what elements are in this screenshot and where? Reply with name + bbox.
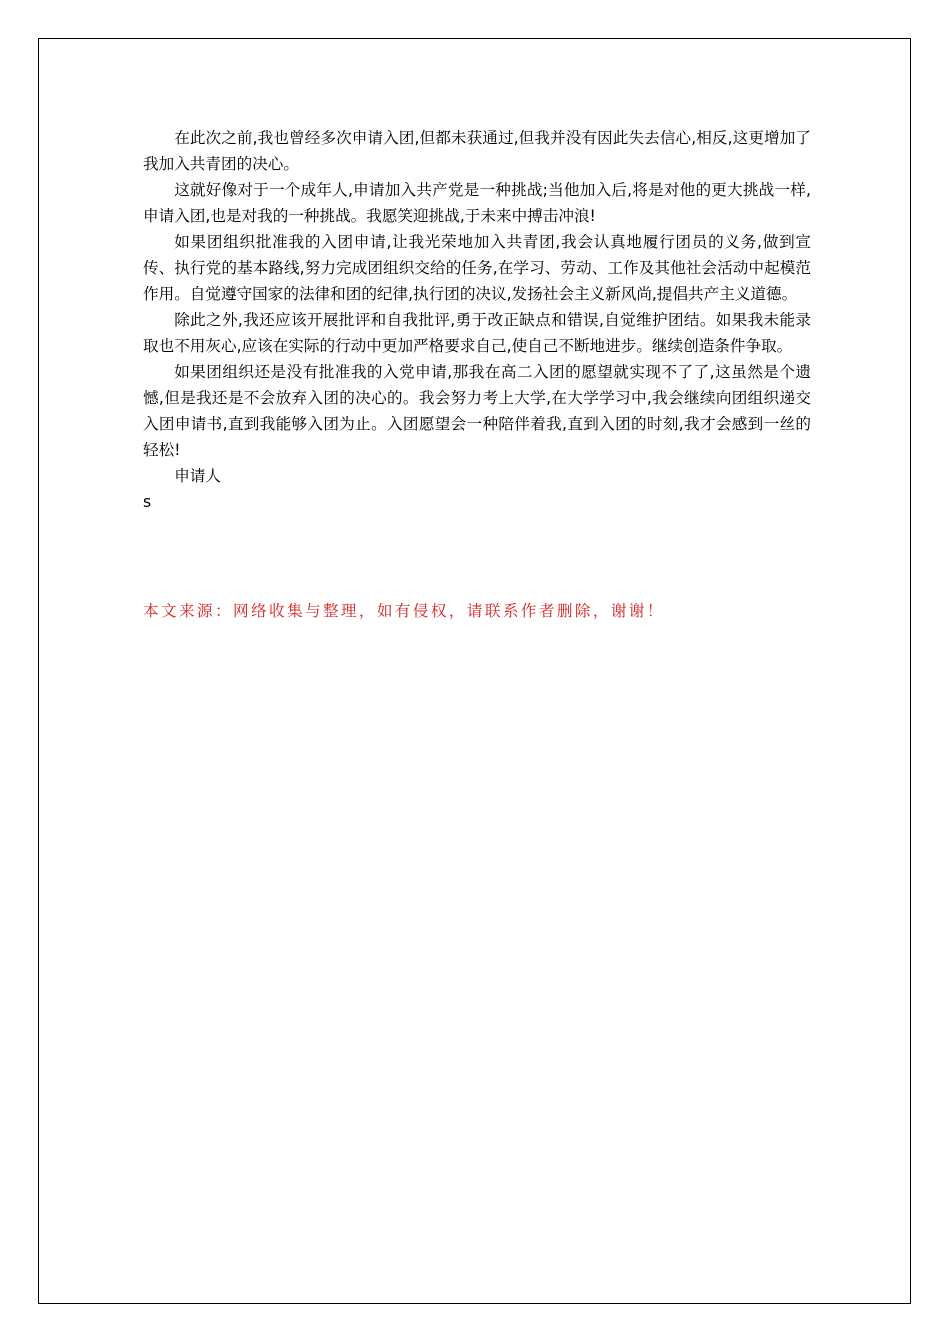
signature-label: 申请人 (174, 467, 221, 485)
paragraph-3: 如果团组织批准我的入团申请,让我光荣地加入共青团,我会认真地履行团员的义务,做到宣传、执行党的基本路线,努力完成团组织交给的任务,在学习、劳动、工作及其他社会活动中起模范作用。自觉遵守国家的法律和团的纪律,执行团的决议,发扬社会主义新风尚,提倡共产主义道德。 (143, 233, 811, 303)
paragraph-5: 如果团组织还是没有批准我的入党申请,那我在高二入团的愿望就实现不了了,这虽然是个遗憾,但是我还是不会放弃入团的决心的。我会努力考上大学,在大学学习中,我会继续向团组织递交入团申请书,直到我能够入团为止。入团愿望会一种陪伴着我,直到入团的时刻,我才会感到一丝的轻松! (143, 363, 811, 459)
source-note: 本文来源：网络收集与整理，如有侵权，请联系作者删除，谢谢！ (143, 602, 665, 620)
paragraph-1: 在此次之前,我也曾经多次申请入团,但都未获通过,但我并没有因此失去信心,相反,这更增加了我加入共青团的决心。 (143, 129, 811, 173)
document-body (143, 125, 811, 515)
signature-mark: s (143, 493, 152, 511)
paragraph-2: 这就好像对于一个成年人,申请加入共产党是一种挑战;当他加入后,将是对他的更大挑战一样,申请入团,也是对我的一种挑战。我愿笑迎挑战,于未来中搏击冲浪! (143, 181, 811, 225)
paragraph-4: 除此之外,我还应该开展批评和自我批评,勇于改正缺点和错误,自觉维护团结。如果我未能录取也不用灰心,应该在实际的行动中更加严格要求自己,使自己不断地进步。继续创造条件争取。 (143, 311, 811, 355)
